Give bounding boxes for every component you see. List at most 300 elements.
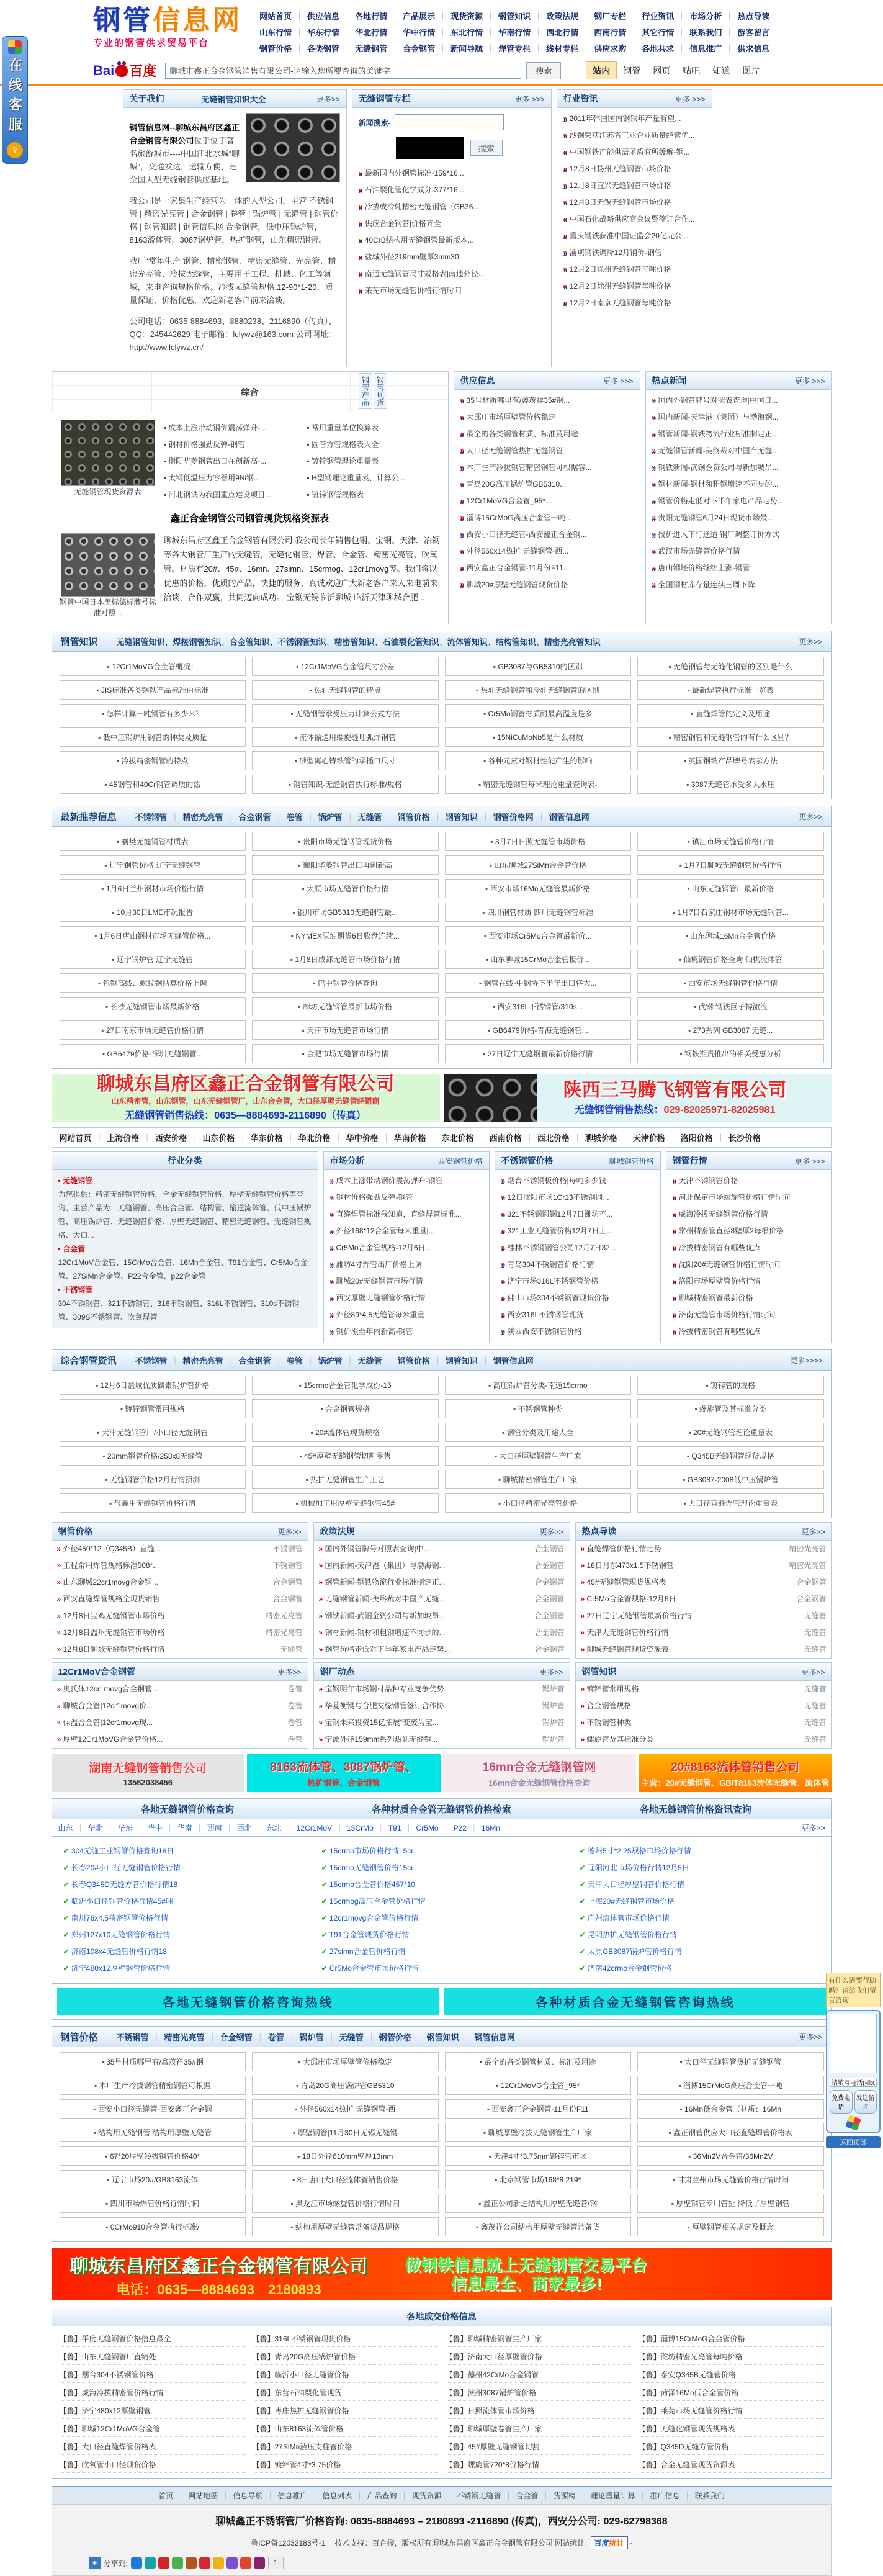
mills-tag-row[interactable]: » 宝钢未来投资15亿拓展“变废为宝... 锅炉管 — [314, 1714, 570, 1731]
knowledge-cell-link[interactable]: ▪ 冷拔精密钢管的特点 — [60, 751, 246, 770]
nav-link[interactable]: ｜ 供应求购 — [578, 44, 626, 53]
knowledge-cell-link[interactable]: ▪ Cr5Mo钢管材质耐最高温度是多 — [445, 704, 632, 723]
knowledge-tab[interactable]: 、 流体管知识 — [439, 636, 488, 647]
region-tab[interactable]: ｜ 西南 — [192, 1822, 222, 1833]
price-cell-link[interactable]: ▪ 鑫正钢管供应大口径直缝焊管价格表 — [637, 2123, 824, 2142]
deal-link[interactable]: 【鲁】烟台304不锈钢管价格 — [60, 2367, 245, 2383]
hot-guide-more[interactable]: 更多>> — [801, 1527, 825, 1536]
region-price-link[interactable]: ✔ T91合金管现货价格行情 — [321, 1927, 562, 1943]
price-cell-link[interactable]: ▪ 北京钢管市场168*8 219* — [445, 2170, 632, 2189]
footer-nav-link[interactable]: ｜ 信息导航 — [218, 2492, 262, 2500]
composite-tab[interactable]: ｜ 无缝管 — [343, 1354, 382, 1366]
recommend-cell-link[interactable]: ▪ 天津市场无缝管市场行情 — [252, 1020, 439, 1040]
industry-news-more-link[interactable]: 更多 >>> — [675, 94, 706, 104]
composite-tab[interactable]: 不锈钢管 — [135, 1356, 168, 1366]
industry-news-link[interactable]: » 浦项钢铁调降12月钢价-钢管 — [563, 245, 706, 261]
price-nav-link[interactable]: ｜ 东北价格 — [426, 1133, 474, 1143]
spot-link[interactable]: ▪ 太钢低温压力容器用9Ni钢... — [164, 470, 298, 487]
spot-link[interactable]: ▪ 河北钢铁为我国重点建设项目... — [164, 487, 298, 503]
nav-link[interactable]: ｜ 东北行情 — [435, 28, 483, 37]
price-grid-tab[interactable]: ｜ 精密光亮管 — [149, 2031, 205, 2043]
composite-cell-link[interactable]: ▪ 螺旋管及其标准分类 — [637, 1399, 824, 1418]
supply-link[interactable]: » 12Cr1MoVG合金管_95*... — [460, 493, 634, 510]
deal-link[interactable]: 【鲁】螺旋管720*8价格行情 — [446, 2457, 631, 2473]
composite-cell-link[interactable]: ▪ 机械加工用厚壁无缝钢管45# — [252, 1493, 439, 1513]
region-tab[interactable]: ｜ Cr5Mo — [401, 1822, 439, 1833]
footer-nav-link[interactable]: ｜ 联系我们 — [680, 2492, 725, 2500]
region-price-link[interactable]: ✔ 天津大口径厚壁钢管价格行情 — [580, 1876, 820, 1893]
phone-input[interactable] — [830, 2078, 877, 2087]
price-nav-link[interactable]: ｜ 洛阳价格 — [665, 1133, 713, 1143]
composite-cell-link[interactable]: ▪ 镀锌钢管常用规格 — [60, 1399, 246, 1418]
price-cell-link[interactable]: ▪ 外径560x14热扩 无缝钢管-西 — [252, 2099, 439, 2119]
stainless-link[interactable]: » 桂林不锈钢钢管公司12月7日32... — [501, 1240, 654, 1256]
recommend-cell-link[interactable]: ▪ 太原市场无缝管价格行情 — [252, 879, 439, 898]
nav-link[interactable]: ｜ 其它行情 — [626, 28, 674, 37]
mills-tag-row[interactable]: » 宝钢明年市场钢材品种专业竞争优势... 锅炉管 — [314, 1681, 570, 1698]
stainless-side-link[interactable]: 聊城钢管价格 — [609, 1156, 654, 1166]
share-icon[interactable] — [131, 2557, 142, 2569]
knowledge2-tag-row[interactable]: » 合金钢管规格 无缝管 — [576, 1698, 831, 1714]
composite-tab[interactable]: ｜ 钢管知识 — [430, 1354, 478, 1366]
seamless-news-link[interactable]: » 石油裂化管化学成分-377*16... — [359, 182, 545, 199]
policy-tag-row[interactable]: » 钢铁新闻-武钢金资公司与新加坡昂... 合金钢管 — [314, 1608, 570, 1624]
deal-link[interactable]: 【鲁】枣庄热扩无缝钢管价格 — [253, 2403, 438, 2419]
price-cell-link[interactable]: ▪ 本厂生产冷拔钢管精密钢管可根据 — [60, 2076, 246, 2095]
quote-link[interactable]: » 天津不锈钢管价格 — [673, 1173, 825, 1189]
knowledge-cell-link[interactable]: ▪ 3087无缝管承受多大水压 — [637, 775, 824, 794]
nav-link[interactable]: 钢管价格 — [259, 44, 292, 53]
composite-cell-link[interactable]: ▪ 45#厚壁无缝钢管切割零售 — [252, 1446, 439, 1466]
market-link[interactable]: » 钢价涨至年内新高-钢管 — [330, 1323, 483, 1340]
industry-news-link[interactable]: » 2011年韩国国内钢铁年产量有望... — [563, 110, 706, 127]
region-tab[interactable]: ｜ 东北 — [252, 1822, 282, 1833]
region-price-link[interactable]: ✔ 27simn合金管价格行情 — [321, 1943, 562, 1960]
supply-link[interactable]: » 西安小口径无缝管-西安鑫正合金钢... — [460, 526, 634, 543]
price-cell-link[interactable]: ▪ 鑫正公司新进结构用厚壁无缝管/钢 — [445, 2194, 632, 2213]
footer-nav-link[interactable]: ｜ 货源榜 — [539, 2492, 576, 2500]
supply-link[interactable]: » 最全的各类钢管材质、标准及用途 — [460, 426, 634, 443]
composite-cell-link[interactable]: ▪ 聊城精密钢管生产厂家 — [445, 1470, 632, 1489]
hot-news-link[interactable]: » 报价进入下行通道 钢厂调整订价方式 — [652, 526, 825, 543]
spot-link[interactable]: ▪ 圆管方管规格表大全 — [307, 436, 442, 453]
policy-more[interactable]: 更多>> — [539, 1527, 563, 1536]
composite-cell-link[interactable]: ▪ GB3087-2008低中压锅炉管 — [637, 1470, 824, 1489]
price-nav-link[interactable]: ｜ 华东价格 — [235, 1133, 283, 1143]
composite-tab[interactable]: ｜ 卷管 — [271, 1354, 303, 1366]
composite-cell-link[interactable]: ▪ 12月6日盐城优质碳素锅炉管价格 — [60, 1376, 246, 1395]
vertical-tab[interactable]: 钢管产品 — [359, 373, 372, 409]
nav-link[interactable]: ｜ 华南行情 — [483, 28, 531, 37]
composite-cell-link[interactable]: ▪ 气囊用无缝钢管价格行情 — [60, 1493, 246, 1513]
region-tab[interactable]: ｜ 15CrMo — [332, 1822, 374, 1833]
red-ad-banner[interactable] — [52, 2248, 832, 2300]
hot-guide-tag-row[interactable]: » 聊城无缝钢管现货资源表 无缝管 — [576, 1641, 831, 1658]
policy-tag-row[interactable]: » 国内外钢管牌号对照表查询|中... 合金钢管 — [314, 1541, 570, 1557]
spot-figure-2-caption[interactable]: 钢管中国日本美标德标牌号标准对照... — [59, 598, 156, 617]
region-tab[interactable]: 山东 — [58, 1824, 73, 1832]
policy-tag-row[interactable]: » 钢管新闻-钢铁物流行业标准制定正... 合金钢管 — [314, 1574, 570, 1591]
spot-link[interactable]: ▪ 衡阳华菱钢管出口在创新高-... — [164, 453, 298, 470]
recommend-cell-link[interactable]: ▪ 辽宁锅炉管 辽宁无缝管 — [60, 950, 246, 969]
deal-link[interactable]: 【鲁】合金无缝管现货资源表 — [639, 2457, 824, 2473]
price-nav-link[interactable]: ｜ 西北价格 — [522, 1133, 570, 1143]
deal-link[interactable]: 【鲁】无缝化钢管现货规格表 — [639, 2421, 824, 2437]
composite-cell-link[interactable]: ▪ 20#流体管现货规格 — [252, 1423, 439, 1442]
region-tab[interactable]: ｜ T91 — [374, 1822, 401, 1833]
knowledge2-tag-row[interactable]: » 不锈钢管种类 无缝管 — [576, 1714, 831, 1731]
footer-nav-link[interactable]: ｜ 不锈钢无缝管 — [442, 2492, 501, 2500]
quote-link[interactable]: » 聊城精密钢管最新价格 — [673, 1290, 825, 1307]
footer-nav-link[interactable]: ｜ 理论重量计算 — [576, 2492, 635, 2500]
supply-link[interactable]: » 大邱庄市场厚壁管价格稳定 — [460, 409, 634, 426]
seamless-more-link[interactable]: 更多 >>> — [514, 94, 545, 104]
hot-news-link[interactable]: » 全国钢材库存量连续三周下降 — [652, 577, 825, 593]
ad-banner-shaanxi[interactable] — [444, 1074, 832, 1122]
spot-link[interactable]: ▪ 成本上涨带动钢价震荡弹升-... — [164, 420, 298, 436]
hot-news-link[interactable]: » 国内新闻-天津港（集团）与渤海钢... — [652, 409, 825, 426]
nav-link[interactable]: ｜ 供应信息 — [292, 12, 339, 21]
recommend-more-link[interactable]: 更多>> — [799, 812, 823, 821]
deal-link[interactable]: 【鲁】Q345D无缝方管价格 — [639, 2439, 824, 2455]
region-tab[interactable]: ｜ 华北 — [73, 1822, 103, 1833]
mini-banner-16mn[interactable] — [443, 1754, 637, 1792]
recommend-cell-link[interactable]: ▪ 山东聊城15CrMo合金管报价... — [445, 950, 632, 969]
composite-tab[interactable]: ｜ 合金钢管 — [223, 1354, 271, 1366]
price-nav-link[interactable]: ｜ 西安价格 — [140, 1133, 187, 1143]
region-tab[interactable]: ｜ P22 — [439, 1822, 467, 1833]
composite-cell-link[interactable]: ▪ 小口径精密光亮管价格 — [445, 1493, 632, 1513]
quote-link[interactable]: » 河北保定市场螺旋管价格行情时间 — [673, 1189, 825, 1206]
share-plus-icon[interactable]: + — [89, 2557, 101, 2569]
stainless-link[interactable]: » 321不锈钢圆钢12月7日潍坊不... — [501, 1206, 654, 1223]
recommend-tab[interactable]: ｜ 无缝管 — [343, 811, 382, 822]
price-cell-link[interactable]: ▪ 8日唐山大口径流体管销售价格 — [252, 2170, 439, 2189]
stainless-link[interactable]: » 12日沈阳市场1Cr13不锈钢圆... — [501, 1189, 654, 1206]
knowledge-more-link[interactable]: 更多>> — [799, 637, 823, 646]
price-nav-link[interactable]: ｜ 长沙价格 — [713, 1133, 761, 1143]
footer-nav-link[interactable]: ｜ 合金管 — [501, 2492, 539, 2500]
recommend-cell-link[interactable]: ▪ 银川市场GB5310无缝钢管最... — [252, 903, 439, 922]
price-cell-link[interactable]: ▪ 16Mn低合金管（材质：16Mn — [637, 2099, 824, 2119]
mills-tag-row[interactable]: » 华菱衡钢与合肥友缘钢管签订合作协... 锅炉管 — [314, 1698, 570, 1714]
supply-link[interactable]: » 聊城20#厚壁无缝钢管现货价格 — [460, 577, 634, 593]
knowledge-tab[interactable]: 、 合金管知识 — [222, 636, 270, 647]
spot-link[interactable]: ▪ 镀锌钢管规格表 — [307, 487, 442, 503]
recommend-cell-link[interactable]: ▪ 西安市场Cr5Mo合金管最新价... — [445, 926, 632, 945]
hot-news-link[interactable]: » 无缝钢管新闻-美终裁对中国产无缝... — [652, 443, 825, 459]
recommend-cell-link[interactable]: ▪ 廊坊无缝钢管最新市场价格 — [252, 997, 439, 1016]
price-list-more[interactable]: 更多>> — [277, 1527, 302, 1536]
industry-news-link[interactable]: » 12月8日宜兴无缝钢管市场价格 — [563, 178, 706, 194]
recommend-cell-link[interactable]: ▪ GB6479价格-深圳无缝钢管... — [60, 1044, 246, 1063]
deal-link[interactable]: 【鲁】山东无缝钢管厂直销处 — [60, 2349, 245, 2365]
price-tag-row[interactable]: » 12月8日聊城无缝钢管价格行情 无缝管 — [52, 1641, 308, 1658]
price-nav-link[interactable]: ｜ 上海价格 — [92, 1133, 140, 1143]
nav-link[interactable]: ｜ 政策法规 — [531, 12, 578, 21]
recommend-cell-link[interactable]: ▪ 长沙无缝钢管市场最新价格 — [60, 997, 246, 1016]
deal-link[interactable]: 【鲁】大口径直缝焊管价格表 — [60, 2439, 245, 2455]
search-tab[interactable]: 钢管 — [623, 65, 641, 76]
price-cell-link[interactable]: ▪ 0CrMo910合金管执行标准/ — [60, 2217, 246, 2236]
quote-link[interactable]: » 常州精密管直径8壁厚2每根价格 — [673, 1223, 825, 1240]
deal-link[interactable]: 【鲁】淄博15CrMoG合金管价格 — [639, 2331, 824, 2347]
hot-guide-tag-row[interactable]: » 27日辽宁无缝钢管最新价格行情 无缝管 — [576, 1608, 831, 1624]
quote-link[interactable]: » 威海冷拔无缝钢管价格行情 — [673, 1206, 825, 1223]
composite-tab[interactable]: ｜ 锅炉管 — [303, 1354, 343, 1366]
nav-link[interactable]: ｜ 钢管知识 — [483, 12, 531, 21]
price-grid-tab[interactable]: ｜ 钢管知识 — [411, 2031, 459, 2043]
mills-tag-row[interactable]: » 宁波外径159mm系列热轧无缝钢... 锅炉管 — [314, 1731, 570, 1748]
market-link[interactable]: » 成本上涨带动钢价震荡弹升-钢管 — [330, 1173, 483, 1189]
tab-seamless-knowledge[interactable]: 无缝钢管知识大全 — [201, 94, 266, 104]
nav-link[interactable]: ｜ 各类钢管 — [292, 44, 339, 53]
online-service-widget[interactable] — [2, 36, 28, 164]
recommend-cell-link[interactable]: ▪ 西安市场16Mn无缝管最新价格 — [445, 879, 632, 898]
footer-nav-link[interactable]: ｜ 信息列表 — [307, 2492, 352, 2500]
knowledge-tab[interactable]: 、 精密管知识 — [326, 636, 375, 647]
about-more-link[interactable]: 更多>> — [316, 94, 340, 104]
seamless-news-link[interactable]: » 盐城外径219mm壁厚3mm30... — [359, 249, 545, 266]
share-icon[interactable] — [158, 2557, 169, 2569]
region-price-link[interactable]: ✔ 12cr1movg合金管价格行情 — [321, 1910, 562, 1927]
tab-about-us[interactable]: 关于我们 — [129, 94, 164, 104]
industry-news-link[interactable]: » 12月2日徐州无缝钢管每吨价格 — [563, 261, 706, 278]
nav-link[interactable]: ｜ 合金钢管 — [387, 44, 435, 53]
deal-link[interactable]: 【鲁】316L不锈钢管现货价格 — [253, 2331, 438, 2347]
composite-cell-link[interactable]: ▪ 无缝钢管价格12月行情预测 — [60, 1470, 246, 1489]
composite-cell-link[interactable]: ▪ 15crmo合金管化学成份-15 — [252, 1376, 439, 1395]
nav-link[interactable]: ｜ 热点导读 — [722, 12, 769, 21]
hot-news-link[interactable]: » 钢管新闻-钢铁物流行业标准制定正... — [652, 426, 825, 443]
price-grid-tab[interactable]: ｜ 钢管信息网 — [459, 2031, 515, 2043]
recommend-tab[interactable]: ｜ 钢管知识 — [430, 811, 478, 822]
deal-link[interactable]: 【鲁】27SiMn液压支柱管价格 — [253, 2439, 438, 2455]
search-tab[interactable]: 网页 — [653, 65, 671, 76]
recommend-cell-link[interactable]: ▪ 钢铁期货推出的相关受惠分析 — [637, 1044, 824, 1063]
composite-cell-link[interactable]: ▪ 大口径直缝焊管理论重量表 — [637, 1493, 824, 1513]
stainless-link[interactable]: » 烟台不锈钢板价格|每吨多少钱 — [501, 1173, 654, 1189]
knowledge2-more[interactable]: 更多>> — [801, 1667, 825, 1677]
knowledge-cell-link[interactable]: ▪ 最新焊管执行标准一览表 — [637, 680, 824, 700]
knowledge-cell-link[interactable]: ▪ 英国钢铁产品牌号表示方法 — [637, 751, 824, 770]
seamless-news-link[interactable]: » 供应合金钢管|价格齐全 — [359, 215, 545, 232]
deal-link[interactable]: 【鲁】聊城厚壁卷管生产厂家 — [446, 2421, 631, 2437]
region-price-link[interactable]: ✔ 15crmo市场价格行情15cr... — [321, 1843, 562, 1860]
supply-link[interactable]: » 青岛20G高压锅炉管GB5310... — [460, 476, 634, 493]
knowledge-cell-link[interactable]: ▪ JIS标准各类钢铁产品标准由标准 — [60, 680, 246, 700]
hot-news-link[interactable]: » 武汉市场无缝管价格行情 — [652, 543, 825, 560]
knowledge-cell-link[interactable]: ▪ 流体输送用螺旋缝埋弧焊钢管 — [252, 727, 439, 747]
alloy-tag-row[interactable]: » 厚壁12Cr1MoVG合金管价格... 卷管 — [52, 1731, 308, 1748]
nav-link[interactable]: ｜ 西北行情 — [531, 28, 578, 37]
deal-link[interactable]: 【鲁】吹氧管小口径现货价格 — [60, 2457, 245, 2473]
nav-link[interactable]: ｜ 各地共求 — [626, 44, 674, 53]
back-to-top-button[interactable]: 返回顶部 — [826, 2136, 881, 2148]
recommend-tab[interactable]: ｜ 精密光亮管 — [168, 811, 223, 822]
news-search-button[interactable]: 搜索 — [470, 140, 503, 156]
send-message-button[interactable]: 发送留言 — [854, 2090, 877, 2114]
region-price-link[interactable]: ✔ Cr5Mo合金管市场价格行情 — [321, 1960, 562, 1977]
search-tab[interactable]: 图片 — [742, 65, 760, 76]
footer-nav-link[interactable]: ｜ 现货资源 — [397, 2492, 441, 2500]
recommend-cell-link[interactable]: ▪ 西安316L不锈钢管/310s... — [445, 997, 632, 1016]
price-cell-link[interactable]: ▪ 67*20厚壁冷拔钢管价格40* — [60, 2146, 246, 2166]
recommend-cell-link[interactable]: ▪ 西安市场无缝钢管价格行情 — [637, 973, 824, 993]
recommend-cell-link[interactable]: ▪ 巴中钢管价格查询 — [252, 973, 439, 993]
knowledge2-tag-row[interactable]: » 螺旋管及其标准分类 无缝管 — [576, 1731, 831, 1748]
stainless-link[interactable]: » 陕西西安不锈钢管价格 — [501, 1323, 654, 1340]
price-tag-row[interactable]: » 12月8日宝鸡无缝钢管市场价格 精密光亮管 — [52, 1608, 308, 1624]
knowledge-tab[interactable]: 、 不锈钢管知识 — [270, 636, 326, 647]
price-grid-tab[interactable]: ｜ 合金钢管 — [205, 2031, 253, 2043]
category-stainless-label[interactable]: ▪ 不锈钢管 — [58, 1286, 93, 1294]
deal-link[interactable]: 【鲁】莱芜市场无缝管价格行情 — [639, 2403, 824, 2419]
knowledge-cell-link[interactable]: ▪ 精密钢管和无缝钢管的有什么区别？ — [637, 727, 824, 747]
nav-link[interactable]: ｜ 现货资源 — [435, 12, 483, 21]
free-call-button[interactable]: 免费电话 — [830, 2090, 853, 2114]
spot-link[interactable]: ▪ 钢材价格强劲反弹-钢管 — [164, 436, 298, 453]
policy-tag-row[interactable]: » 国内新闻-天津港（集团）与渤海钢... 合金钢管 — [314, 1557, 570, 1574]
knowledge-cell-link[interactable]: ▪ 怎样计算一吨钢管有多少米？ — [60, 704, 246, 723]
policy-tag-row[interactable]: » 钢材新闻-钢材和粗钢增速不同步的... 合金钢管 — [314, 1624, 570, 1641]
price-tag-row[interactable]: » 工程常用焊管规格标准508*... 不锈钢管 — [52, 1557, 308, 1574]
quote-link[interactable]: » 济南无缝管市场价格行情时间 — [673, 1307, 825, 1323]
price-cell-link[interactable]: ▪ 18日外径610mm壁厚13mm — [252, 2146, 439, 2166]
spot-link[interactable]: ▪ H型钢理论重量表、计算公... — [307, 470, 442, 487]
hot-news-link[interactable]: » 钢管价格走低对下半年家电产品走势... — [652, 493, 825, 510]
nav-link[interactable]: ｜ 联系我们 — [674, 28, 722, 37]
supply-link[interactable]: » 本厂生产冷拔钢管精密钢管可根据客... — [460, 459, 634, 476]
share-icon[interactable] — [186, 2557, 197, 2569]
knowledge-tab[interactable]: 、 精密光亮管知识 — [536, 636, 601, 647]
composite-cell-link[interactable]: ▪ 镀锌管的规格 — [637, 1376, 824, 1395]
region-price-link[interactable]: ✔ 南川76x4.5精密钢管价格行情 — [63, 1910, 304, 1927]
knowledge-tab[interactable]: 、 结构管知识 — [488, 636, 536, 647]
quote-link[interactable]: » 洛阳市场厚壁管价格行情 — [673, 1273, 825, 1290]
spot-figure-1-caption[interactable]: 无缝钢管现货资源表 — [74, 487, 141, 496]
supply-link[interactable]: » 外径560x14热扩 无缝钢管-西... — [460, 543, 634, 560]
nav-link[interactable]: ｜ 产品展示 — [387, 12, 435, 21]
deal-link[interactable]: 【鲁】镀锌管4寸*3.75价格 — [253, 2457, 438, 2473]
hot-news-link[interactable]: » 钢材新闻-钢材和粗钢增速不同步的... — [652, 476, 825, 493]
composite-cell-link[interactable]: ▪ 大口径厚壁钢管生产厂家 — [445, 1446, 632, 1466]
recommend-cell-link[interactable]: ▪ 合肥市场无缝管市场行情 — [252, 1044, 439, 1063]
recommend-cell-link[interactable]: ▪ 27日南京市场无缝管价格行情 — [60, 1020, 246, 1040]
industry-news-link[interactable]: » 重庆钢铁获准中国证监会20亿元公... — [563, 228, 706, 245]
baidu-tongji-badge[interactable] — [591, 2536, 628, 2549]
deal-link[interactable]: 【鲁】德州42CrMo合金钢管 — [446, 2367, 631, 2383]
nav-link[interactable]: ｜ 钢厂专栏 — [578, 12, 626, 21]
price-nav-link[interactable]: ｜ 华南价格 — [379, 1133, 426, 1143]
nav-link[interactable]: ｜ 各地行情 — [339, 12, 387, 21]
stainless-link[interactable]: » 321工业无缝管价格12月7日上... — [501, 1223, 654, 1240]
recommend-cell-link[interactable]: ▪ 辽宁钢管价格 辽宁无缝钢管 — [60, 855, 246, 875]
stainless-link[interactable]: » 济宁市场316L不锈钢管价格 — [501, 1273, 654, 1290]
nav-link[interactable]: ｜ 华中行情 — [387, 28, 435, 37]
hot-guide-tag-row[interactable]: » 天津大无缝钢管价格行情 无缝管 — [576, 1624, 831, 1641]
quote-link[interactable]: » 冷拔精密钢管有哪些优点 — [673, 1323, 825, 1340]
share-icon[interactable] — [240, 2557, 251, 2569]
deal-link[interactable]: 【鲁】济宁480x12厚壁钢管 — [60, 2403, 245, 2419]
deal-link[interactable]: 【鲁】滨州3087锅炉管价格 — [446, 2385, 631, 2401]
recommend-tab[interactable]: 不锈钢管 — [135, 812, 168, 822]
headset-question-icon[interactable]: ? — [7, 142, 23, 158]
recommend-cell-link[interactable]: ▪ 衡阳华菱钢管出口再创新高 — [252, 855, 439, 875]
nav-link[interactable]: ｜ 游客留言 — [722, 28, 769, 37]
footer-nav-link[interactable]: ｜ 信息推广 — [262, 2492, 307, 2500]
region-price-link[interactable]: ✔ 济南42crmo合金钢管价格 — [580, 1960, 820, 1977]
supply-link[interactable]: » 西安鑫正合金钢管-11月份F11... — [460, 560, 634, 577]
industry-news-link[interactable]: » 12月8日扬州无缝钢管市场价格 — [563, 161, 706, 178]
price-grid-tab[interactable]: ｜ 钢管价格 — [364, 2031, 411, 2043]
vertical-tab[interactable]: 钢管现货 — [374, 373, 387, 409]
price-cell-link[interactable]: ▪ 结构用厚壁无缝管常备货品规格 — [252, 2217, 439, 2236]
region-tab[interactable]: ｜ 12Cr1MoV — [282, 1822, 332, 1833]
recommend-cell-link[interactable]: ▪ 襄樊无缝钢管材质表 — [60, 832, 246, 851]
hot-guide-tag-row[interactable]: » 18日丹东473x1.5不锈钢管 精密光亮管 — [576, 1557, 831, 1574]
region-price-link[interactable]: ✔ 郑州127x10无缝钢管价格行情 — [63, 1927, 304, 1943]
nav-link[interactable]: ｜ 西南行情 — [578, 28, 626, 37]
news-search-input[interactable] — [395, 114, 504, 130]
quote-link[interactable]: » 沈阳20#无缝钢管价格行情时间 — [673, 1256, 825, 1273]
hot-news-more-link[interactable]: 更多 >>> — [795, 376, 825, 385]
industry-news-link[interactable]: » 12月8日无锡无缝钢管市场价格 — [563, 194, 706, 211]
footer-nav-link[interactable]: ｜ 推广信息 — [635, 2492, 680, 2500]
tab-composite[interactable]: 综合 — [241, 387, 259, 397]
recommend-tab[interactable]: ｜ 锅炉管 — [303, 811, 343, 822]
region-price-link[interactable]: ✔ 上海20#无缝钢管市场价格 — [580, 1893, 820, 1910]
hot-news-link[interactable]: » 国内外钢管牌号对照表查询|中国日... — [652, 392, 825, 409]
knowledge-cell-link[interactable]: ▪ 15NiCuMoNb5是什么材质 — [445, 727, 632, 747]
knowledge-tab[interactable]: 、 焊接钢管知识 — [165, 636, 222, 647]
price-cell-link[interactable]: ▪ 天津4寸*3.75mm镀锌管市场 — [445, 2146, 632, 2166]
composite-cell-link[interactable]: ▪ 20mm钢管价格/258x8无缝管 — [60, 1446, 246, 1466]
price-cell-link[interactable]: ▪ 厚壁钢管相关规定及概念 — [637, 2217, 824, 2236]
price-nav-link[interactable]: ｜ 华北价格 — [283, 1133, 331, 1143]
recommend-cell-link[interactable]: ▪ 武钢:钢铁巨子搏激流 — [637, 997, 824, 1016]
deal-link[interactable]: 【鲁】济南大口径厚壁管价格 — [446, 2349, 631, 2365]
recommend-cell-link[interactable]: ▪ 包钢高线、螺纹钢结算价格上调 — [60, 973, 246, 993]
recommend-tab[interactable]: ｜ 钢管价格网 — [478, 811, 534, 822]
market-link[interactable]: » 钢材价格强劲反弹-钢管 — [330, 1189, 483, 1206]
share-icon[interactable] — [145, 2557, 156, 2569]
composite-more-link[interactable]: 更多>>>> — [790, 1356, 823, 1365]
hot-guide-tag-row[interactable]: » 45#无缝钢管现货规格表 合金钢管 — [576, 1574, 831, 1591]
price-grid-tab[interactable]: ｜ 卷管 — [253, 2031, 284, 2043]
price-grid-tab[interactable]: 不锈钢管 — [116, 2032, 149, 2042]
region-tab[interactable]: ｜ 华东 — [103, 1822, 133, 1833]
spot-link[interactable]: ▪ 常用重量单位换算表 — [307, 420, 442, 436]
recommend-cell-link[interactable]: ▪ 27日辽宁无缝钢管最新价格行情 — [445, 1044, 632, 1063]
ad-banner-liaocheng[interactable] — [52, 1074, 440, 1122]
alloy-more[interactable]: 更多>> — [277, 1667, 302, 1677]
price-cell-link[interactable]: ▪ 结构用无缝钢管|结构用厚壁无缝管 — [60, 2123, 246, 2142]
nav-link[interactable]: ｜ 市场分析 — [674, 12, 722, 21]
composite-tab[interactable]: ｜ 精密光亮管 — [168, 1354, 223, 1366]
composite-cell-link[interactable]: ▪ 不锈钢管种类 — [445, 1399, 632, 1418]
region-price-link[interactable]: ✔ 15crmog高压合金管价格行情 — [321, 1893, 562, 1910]
region-price-link[interactable]: ✔ 304无缝工业钢管价格查询18日 — [63, 1843, 304, 1860]
alloy-tag-row[interactable]: » 聊城合金管|12cr1movg价... 卷管 — [52, 1698, 308, 1714]
recommend-tab[interactable]: ｜ 合金钢管 — [223, 811, 271, 822]
deal-link[interactable]: 【鲁】平度无缝钢管价格信息最全 — [60, 2331, 245, 2347]
region-tab[interactable]: ｜ 华南 — [163, 1822, 192, 1833]
industry-news-link[interactable]: » 中国钢铁产能供需矛盾有所缓解-钢... — [563, 144, 706, 161]
message-textarea[interactable] — [830, 2014, 877, 2073]
mini-banner-20-8163[interactable] — [639, 1754, 832, 1792]
nav-link[interactable]: 网站首页 — [259, 12, 292, 21]
